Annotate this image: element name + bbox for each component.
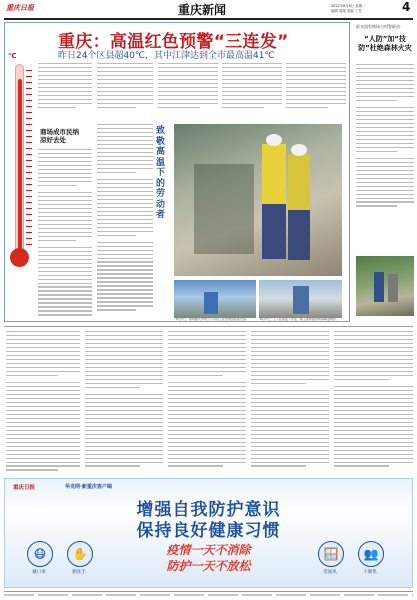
- page-number: 4: [402, 0, 411, 14]
- masthead-rule: [4, 18, 413, 20]
- lower-col-1: [6, 331, 80, 475]
- issue-date: 2022年8月8日 星期一: [331, 4, 366, 8]
- banner-icon-group-right: [314, 537, 394, 583]
- thermometer-bulb: [10, 248, 29, 267]
- newspaper-logo: 重庆日报: [6, 3, 34, 12]
- ventilation-icon: 🪟: [318, 541, 344, 567]
- photo-substation-workers: [174, 124, 342, 276]
- vertical-heading: 致敬高温下的劳动者: [156, 126, 166, 220]
- mask-icon: 😷: [27, 541, 53, 567]
- section-divider: [4, 326, 413, 327]
- lower-col-3: [168, 331, 246, 475]
- banner-brand-right: 华龙网·新重庆客户端: [65, 484, 112, 490]
- photo-worker-left: [174, 280, 256, 318]
- ventilation-label: 常通风: [323, 570, 337, 575]
- lead-body-col-5: [286, 63, 346, 119]
- health-banner: [4, 478, 413, 588]
- footer-info-strip: [4, 594, 413, 596]
- sidebar-story-title: 商场成市民纳凉好去处: [40, 128, 79, 144]
- lower-col-5: [334, 331, 413, 475]
- lead-body-col-4: [222, 63, 282, 119]
- distance-icon: ✋: [67, 541, 93, 567]
- banner-icon-group-left: [23, 537, 103, 583]
- banner-brand-left: 重庆日报: [13, 485, 36, 491]
- lead-headline: 重庆：高温红色预警“三连发”: [58, 32, 289, 52]
- photo-caption-1: 8月7日，国网重庆市电力公司员工在变电站检查设备。: [176, 318, 249, 321]
- banner-slogan-1: 疫情一天不消除: [166, 543, 251, 557]
- banner-slogan-2: 防护一天不放松: [166, 559, 251, 573]
- photo-caption-2: 8月7日，工人在高温下作业，施工现场提供防暑降温物资。: [260, 318, 339, 321]
- no-gathering-icon: 👥: [358, 541, 384, 567]
- photo-forest-patrol: [356, 256, 414, 316]
- masthead: [0, 0, 417, 18]
- right-column-kicker: 彭水国有林场与村警联动：: [356, 24, 404, 29]
- section-title: 重庆新闻: [178, 3, 227, 17]
- page-editors: 编辑 周翔 美编 丁龙: [331, 9, 362, 13]
- sidebar-story-body: [38, 149, 92, 317]
- photo-worker-right: [259, 280, 342, 318]
- no-gathering-label: 不聚集: [363, 570, 377, 575]
- banner-line-2: 保持良好健康习惯: [136, 521, 281, 541]
- lead-body-col-2: [97, 63, 153, 119]
- lower-col-4: [251, 331, 329, 475]
- thermometer-ticks: [26, 70, 32, 250]
- lead-subheadline: 昨日24个区县超40℃，其中江津达到全市最高温41℃: [58, 51, 275, 61]
- thermometer-tube: [15, 64, 24, 254]
- banner-line-1: 增强自我防护意识: [136, 500, 281, 520]
- mask-label: 戴口罩: [32, 570, 46, 575]
- right-column-title: “人防”加“技防”杜绝森林火灾: [358, 35, 412, 52]
- thermometer-unit: ℃: [8, 52, 17, 60]
- thermometer-graphic: [6, 52, 34, 270]
- footer-rule: [4, 591, 413, 592]
- sidebar-story-body-2: [97, 124, 153, 317]
- lead-body-col-3: [158, 63, 218, 119]
- distance-label: 勤洗手: [72, 570, 86, 575]
- lead-body-col-1: [38, 63, 92, 119]
- lower-col-2: [85, 331, 163, 475]
